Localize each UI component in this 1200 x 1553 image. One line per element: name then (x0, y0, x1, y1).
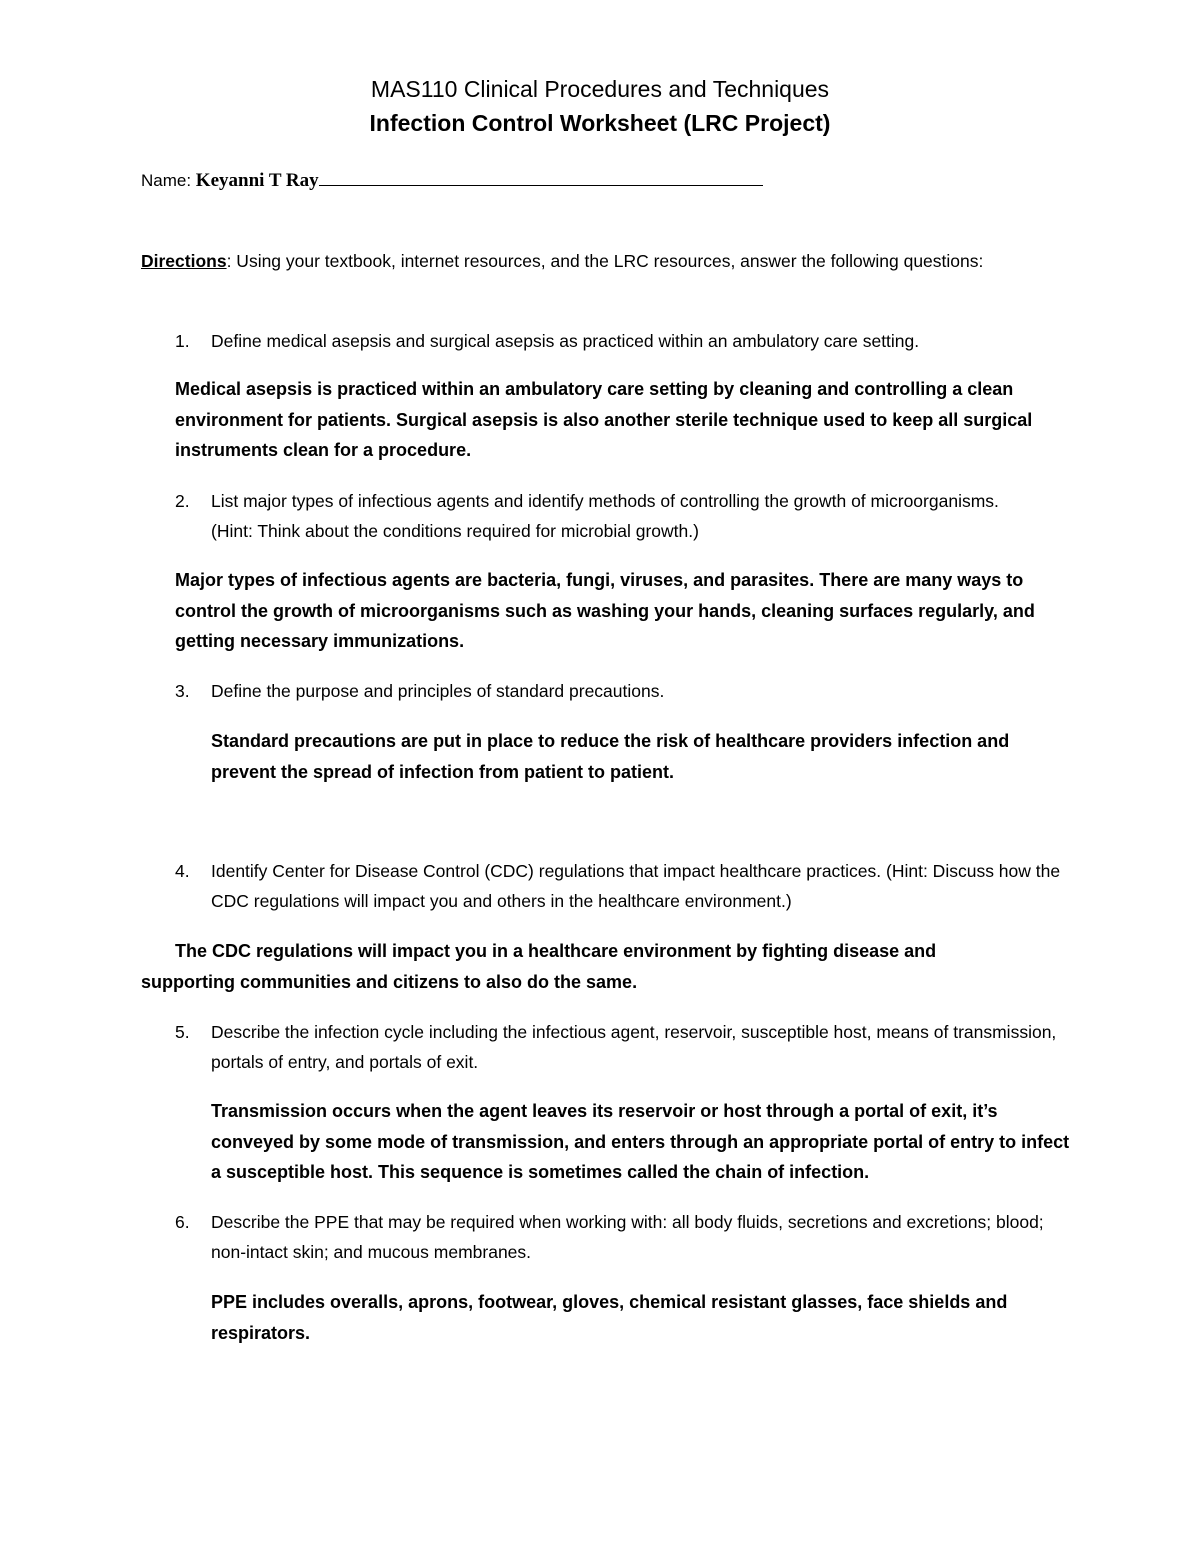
answer-6: PPE includes overalls, aprons, footwear, gloves, chemical resistant glasses, face shields and respirators. (211, 1292, 1008, 1343)
name-label: Name: (141, 171, 196, 190)
question-text: Define the purpose and principles of standard precautions. (211, 681, 665, 701)
answer-1: Medical asepsis is practiced within an ambulatory care setting by cleaning and controlling a clean environment for patients. Surgical asepsis is also another sterile technique used to keep all surgical instruments clean for a procedure. (175, 379, 1033, 460)
answer-4: The CDC regulations will impact you in a healthcare environment by fighting disease and supporting communities and citizens to also do the same. (141, 941, 937, 992)
question-text: Describe the infection cycle including the infectious agent, reservoir, susceptible host, means of transmission, portals of entry, and portals of exit. (211, 1022, 1057, 1072)
directions-label: Directions (141, 251, 227, 271)
question-number: 6. (175, 1212, 190, 1232)
name-value: Keyanni T Ray (195, 170, 319, 191)
question-number: 4. (175, 861, 190, 881)
name-underline (319, 184, 763, 186)
answer-3: Standard precautions are put in place to reduce the risk of healthcare providers infection and prevent the spread of infection from patient to patient. (211, 731, 1010, 782)
name-row (141, 166, 763, 196)
question-text: List major types of infectious agents and identify methods of controlling the growth of microorganisms. (Hint: Think about the conditions required for microbial growth.) (211, 491, 999, 541)
directions-text: : Using your textbook, internet resources, and the LRC resources, answer the following questions: (226, 251, 984, 271)
directions (141, 246, 1041, 276)
question-text: Describe the PPE that may be required when working with: all body fluids, secretions and excretions; blood; non-intact skin; and mucous membranes. (211, 1212, 1044, 1262)
question-number: 5. (175, 1022, 190, 1042)
course-title: MAS110 Clinical Procedures and Techniques (370, 76, 830, 102)
answer-2: Major types of infectious agents are bacteria, fungi, viruses, and parasites. There are many ways to control the growth of microorganisms such as washing your hands, cleaning surfaces regularly, and getting necessary immunizations. (175, 570, 1035, 651)
question-number: 2. (175, 491, 190, 511)
question-text: Identify Center for Disease Control (CDC) regulations that impact healthcare practices. (Hint: Discuss how the CDC regulations will impact you and others in the healthcare environment.) (211, 861, 1061, 911)
worksheet-title: Infection Control Worksheet (LRC Project) (369, 110, 831, 136)
answer-5: Transmission occurs when the agent leaves its reservoir or host through a portal of exit, it’s conveyed by some mode of transmission, and enters through an appropriate portal of entry to infect a susceptible host. This sequence is sometimes called the chain of infection. (211, 1101, 1070, 1182)
question-number: 1. (175, 331, 190, 351)
question-number: 3. (175, 681, 190, 701)
question-text: Define medical asepsis and surgical asepsis as practiced within an ambulatory care setting. (211, 331, 920, 351)
